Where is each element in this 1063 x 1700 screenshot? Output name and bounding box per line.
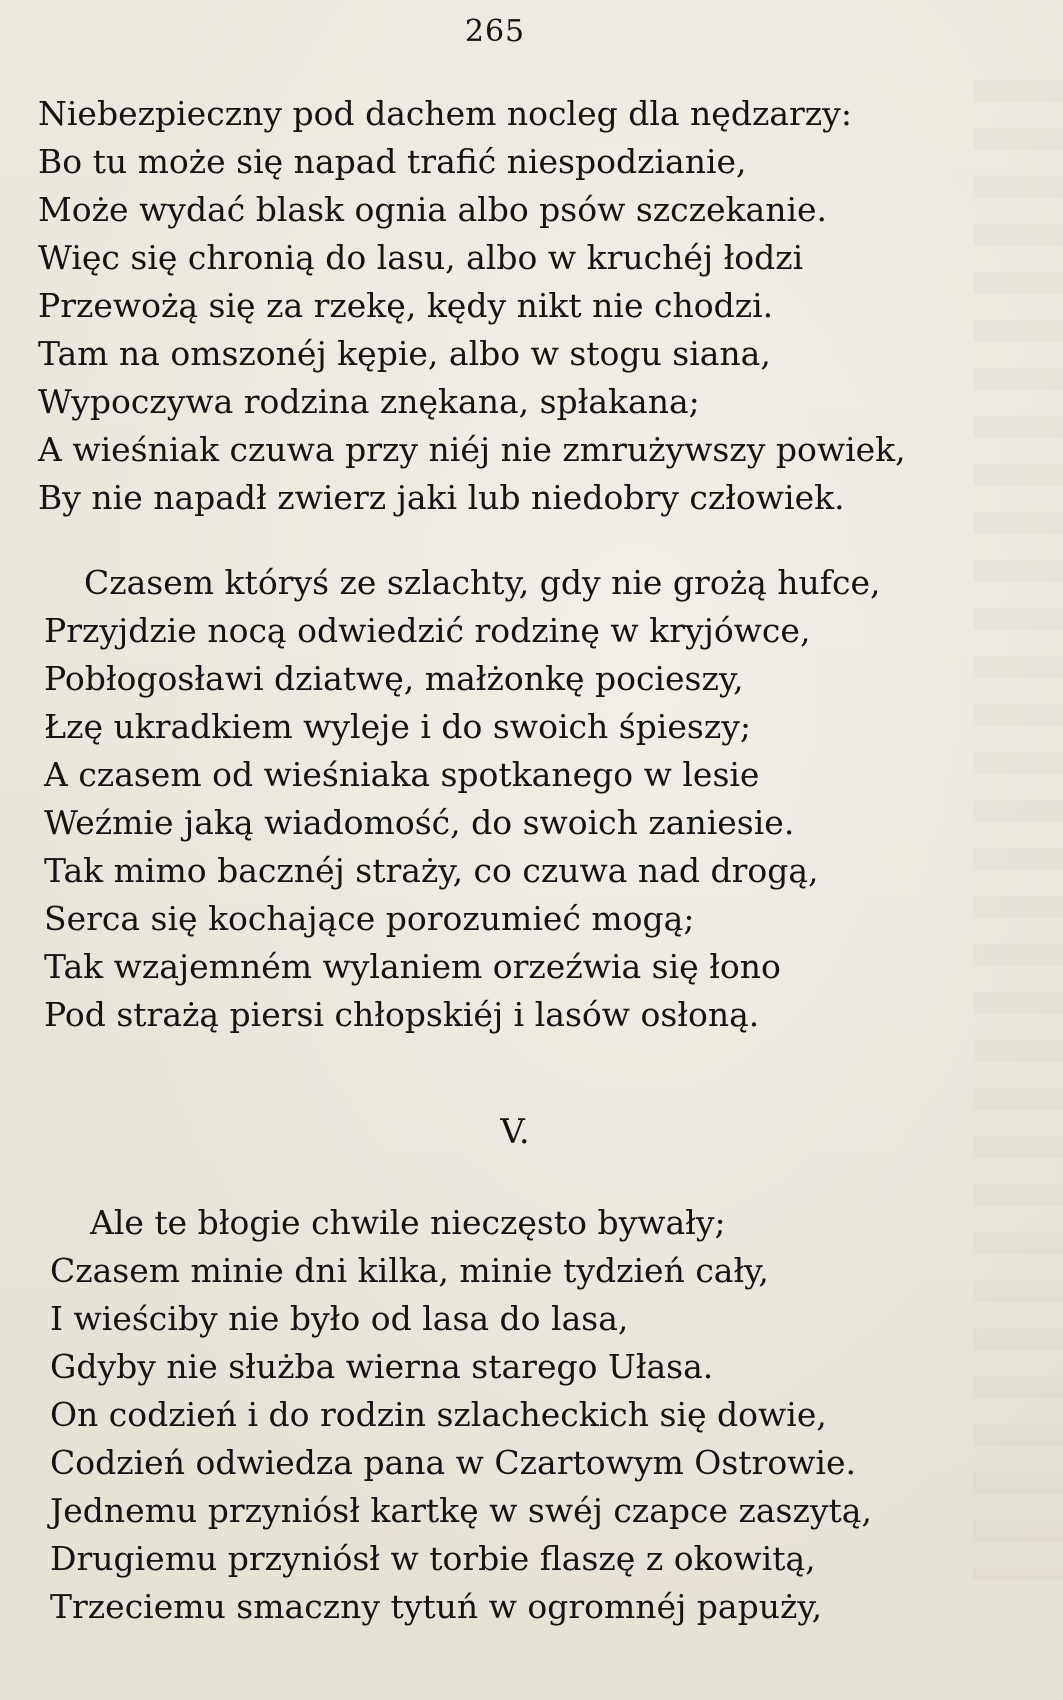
verse-line: Może wydać blask ognia albo psów szczekanie. — [38, 190, 828, 229]
verse-line: A wieśniak czuwa przy niéj nie zmrużywszy powiek, — [38, 430, 906, 469]
verse-line: Czasem któryś ze szlachty, gdy nie grożą hufce, — [84, 563, 881, 602]
verse-line: Pobłogosławi dziatwę, małżonkę pocieszy, — [44, 659, 744, 698]
verse-line: Wypoczywa rodzina znękana, spłakana; — [38, 382, 700, 421]
verse-line: Bo tu może się napad trafić niespodzianie, — [38, 142, 747, 181]
verse-line: Weźmie jaką wiadomość, do swoich zaniesie. — [44, 803, 795, 842]
verse-line: Przyjdzie nocą odwiedzić rodzinę w kryjówce, — [44, 611, 811, 650]
verse-line: Codzień odwiedza pana w Czartowym Ostrowie. — [50, 1443, 857, 1482]
bleed-through-shadow — [973, 80, 1063, 1580]
verse-line: A czasem od wieśniaka spotkanego w lesie — [44, 755, 760, 794]
stanza-2 — [44, 559, 880, 1039]
section-heading: V. — [500, 1112, 530, 1152]
stanza-1 — [38, 90, 906, 522]
verse-line: Drugiemu przyniósł w torbie flaszę z okowitą, — [50, 1539, 816, 1578]
verse-line: Łzę ukradkiem wyleje i do swoich śpieszy; — [44, 707, 751, 746]
stanza-3 — [50, 1199, 872, 1631]
verse-line: Pod strażą piersi chłopskiéj i lasów osłoną. — [44, 995, 760, 1034]
verse-line: Przewożą się za rzekę, kędy nikt nie chodzi. — [38, 286, 774, 325]
verse-line: Tam na omszonéj kępie, albo w stogu siana, — [38, 334, 771, 373]
verse-line: Niebezpieczny pod dachem nocleg dla nędzarzy: — [38, 94, 852, 133]
verse-line: I wieściby nie było od lasa do lasa, — [50, 1299, 629, 1338]
page-number: 265 — [464, 14, 526, 49]
verse-line: Trzeciemu smaczny tytuń w ogromnéj papuży, — [50, 1587, 823, 1626]
verse-line: Gdyby nie służba wierna starego Ułasa. — [50, 1347, 714, 1386]
verse-line: By nie napadł zwierz jaki lub niedobry człowiek. — [38, 478, 845, 517]
verse-line: Tak mimo bacznéj straży, co czuwa nad drogą, — [44, 851, 819, 890]
verse-line: Więc się chronią do lasu, albo w kruchéj łodzi — [38, 238, 804, 277]
verse-line: Tak wzajemném wylaniem orzeźwia się łono — [44, 947, 781, 986]
verse-line: Czasem minie dni kilka, minie tydzień cały, — [50, 1251, 769, 1290]
verse-line: Serca się kochające porozumieć mogą; — [44, 899, 695, 938]
verse-line: On codzień i do rodzin szlacheckich się dowie, — [50, 1395, 827, 1434]
verse-line: Ale te błogie chwile nieczęsto bywały; — [90, 1203, 726, 1242]
verse-line: Jednemu przyniósł kartkę w swéj czapce zaszytą, — [50, 1491, 872, 1530]
